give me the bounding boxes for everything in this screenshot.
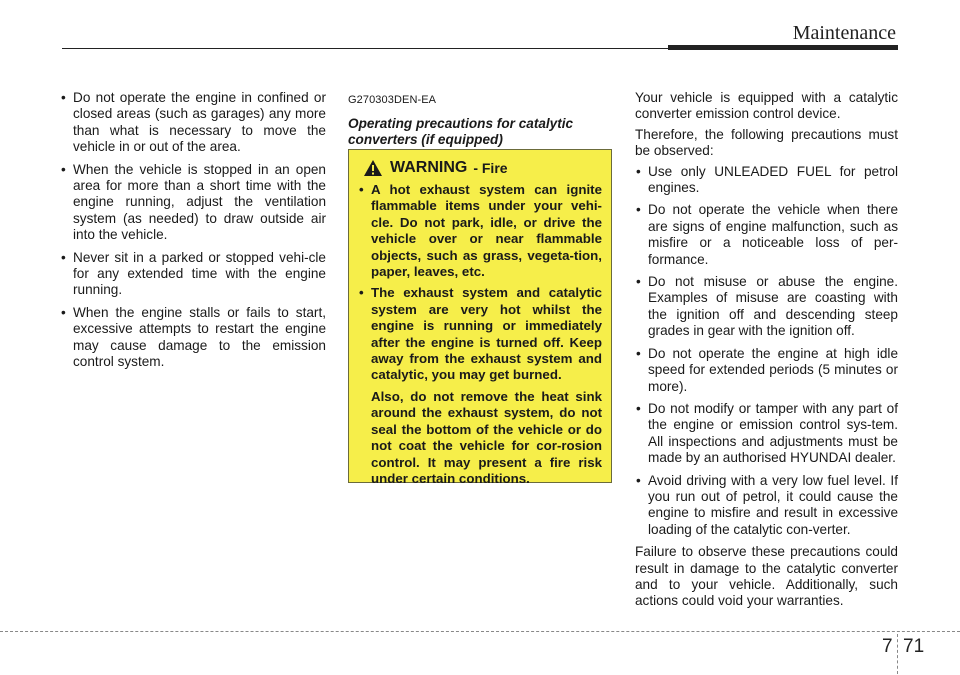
list-item: • Use only UNLEADED FUEL for petrol engines.	[635, 164, 898, 197]
closing-paragraph: Failure to observe these precautions could result in damage to the catalytic converter and to your vehicle. Additionally, such actions could void your warranties.	[635, 544, 898, 609]
list-item: • Avoid driving with a very low fuel level. If you run out of petrol, it could cause the engine to misfire and result in excessive loading of the catalytic con-verter.	[635, 473, 898, 539]
chapter-number: 7	[882, 636, 893, 657]
page-number: 71	[903, 636, 925, 657]
section-heading: Operating precautions for catalytic converters (if equipped)	[348, 116, 574, 148]
section-code: G270303DEN-EA	[348, 94, 437, 106]
warning-triangle-icon	[363, 159, 383, 177]
left-column	[60, 90, 326, 377]
lead-paragraph: Therefore, the following precautions must be observed:	[635, 126, 898, 159]
footer-rule	[0, 631, 960, 632]
list-item: • When the vehicle is stopped in an open area for more than a short time with the engine running, adjust the ventilation system (as needed) to draw outside air into the vehicle.	[60, 162, 326, 244]
footer-divider	[897, 634, 898, 674]
list-item: • A hot exhaust system can ignite flammable items under your vehi-cle. Do not park, idle, or drive the vehicle over or near flammable objects, such as grass, vegeta-tion, paper, leaves, etc.	[358, 182, 602, 280]
middle-column	[348, 90, 612, 148]
list-item: • The exhaust system and catalytic system are very hot whilst the engine is running or immediately after the engine is turned off. Keep away from the exhaust system and catalytic, you may get burned.	[358, 285, 602, 383]
warning-bullet-list	[358, 182, 602, 384]
warning-box	[348, 149, 612, 486]
left-bullet-list	[60, 90, 326, 371]
list-item: • When the engine stalls or fails to start, excessive attempts to restart the engine may cause damage to the emission control system.	[60, 305, 326, 371]
intro-paragraph: Your vehicle is equipped with a catalytic converter emission control device.	[635, 90, 898, 122]
right-bullet-list	[635, 164, 898, 539]
warning-title	[363, 159, 602, 177]
list-item: • Do not modify or tamper with any part of the engine or emission control sys-tem. All inspections and adjustments must be made by an authorised HYUNDAI dealer.	[635, 401, 898, 467]
list-item: • Never sit in a parked or stopped vehi-cle for any extended time with the engine running.	[60, 250, 326, 299]
list-item: • Do not operate the engine at high idle speed for extended periods (5 minutes or more).	[635, 346, 898, 395]
header-bar	[668, 45, 898, 50]
section-title: Maintenance	[792, 22, 896, 44]
warning-label: WARNING	[390, 159, 468, 176]
warning-continuation: Also, do not remove the heat sink around the exhaust system, do not seal the bottom of the vehicle or do not coat the vehicle for cor-rosion control. It may present a fire risk under certain conditions.	[371, 388, 602, 486]
warning-subtitle: - Fire	[473, 160, 508, 176]
list-item: • Do not operate the vehicle when there are signs of engine malfunction, such as misfire or a noticeable loss of per-formance.	[635, 202, 898, 268]
list-item: • Do not misuse or abuse the engine. Examples of misuse are coasting with the ignition off and descending steep grades in gear with the ignition off.	[635, 274, 898, 340]
list-item: • Do not operate the engine in confined or closed areas (such as garages) any more than what is necessary to move the vehicle in or out of the area.	[60, 90, 326, 156]
right-column	[635, 90, 898, 614]
header-rule	[62, 48, 668, 49]
